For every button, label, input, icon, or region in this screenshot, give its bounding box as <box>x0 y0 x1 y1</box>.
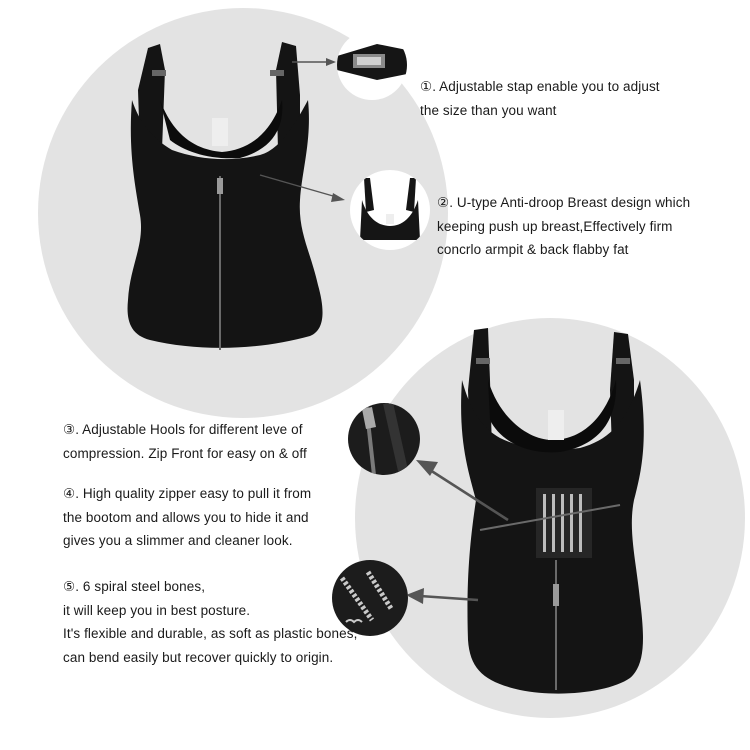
vest-open-image <box>461 328 644 694</box>
hook-zipper-icon <box>348 403 420 475</box>
feature-1-text: ①. Adjustable stap enable you to adjust the size than you want <box>420 79 660 118</box>
vest-front-image <box>128 42 323 350</box>
strap-icon <box>337 30 407 100</box>
feature-5-text: ⑤. 6 spiral steel bones, it will keep you in best posture. It's flexible and durable, as soft as plastic bones, can bend easily but recover quickly to origin. <box>63 579 358 665</box>
breast-design-icon <box>350 170 430 250</box>
strap-detail-image <box>337 30 407 100</box>
feature-2-text: ②. U-type Anti-droop Breast design which keeping push up breast,Effectively firm concrlo armpit & back flabby fat <box>437 195 691 257</box>
hooks-detail-image <box>348 403 420 475</box>
breast-detail-image <box>350 170 430 250</box>
feature-4-text: ④. High quality zipper easy to pull it from the bootom and allows you to hide it and gives you a slimmer and cleaner look. <box>63 486 312 548</box>
feature-3-text: ③. Adjustable Hools for different leve of compression. Zip Front for easy on & off <box>63 422 307 461</box>
